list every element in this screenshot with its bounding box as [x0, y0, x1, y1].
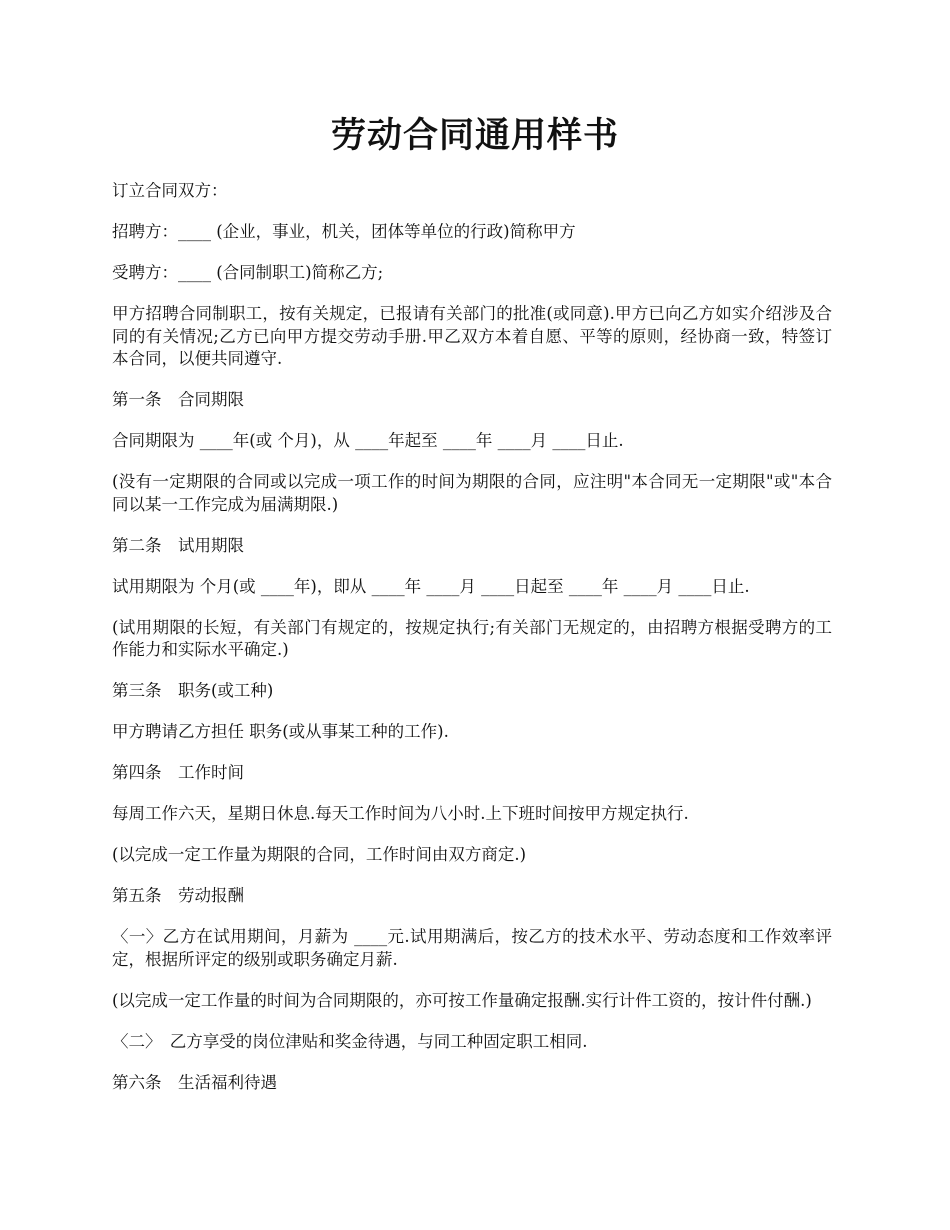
article-1-heading: 第一条 合同期限: [112, 390, 244, 409]
article-1-body: 合同期限为 ____年(或 个月)，从 ____年起至 ____年 ____月 ____日止.: [112, 431, 624, 450]
article-1-note: (没有一定期限的合同或以完成一项工作的时间为期限的合同，应注明"本合同无一定期限"或"本合同以某一工作完成为届满期限.): [112, 472, 832, 514]
article-4-note: (以完成一定工作量为期限的合同，工作时间由双方商定.): [112, 845, 527, 864]
article-3-heading: 第三条 职务(或工种): [112, 681, 274, 700]
article-5-clause-1: 〈一〉乙方在试用期间，月薪为 ____元.试用期满后，按乙方的技术水平、劳动态度和工作效率评定，根据所评定的级别或职务确定月薪.: [112, 927, 832, 969]
contract-parties-heading: 订立合同双方：: [112, 181, 228, 200]
article-2-heading: 第二条 试用期限: [112, 535, 244, 555]
article-5-heading: 第五条 劳动报酬: [112, 886, 244, 905]
article-2-note: (试用期限的长短，有关部门有规定的，按规定执行;有关部门无规定的，由招聘方根据受聘方的工作能力和实际水平确定.): [112, 617, 832, 659]
document-title: 劳动合同通用样书: [330, 115, 619, 156]
article-3-body: 甲方聘请乙方担任 职务(或从事某工种的工作).: [112, 722, 449, 741]
article-2-body: 试用期限为 个月(或 ____年)，即从 ____年 ____月 ____日起至 ____年 ____月 ____日止.: [112, 576, 750, 596]
preamble-paragraph: 甲方招聘合同制职工，按有关规定，已报请有关部门的批准(或同意).甲方已向乙方如实介绍涉及合同的有关情况;乙方已向甲方提交劳动手册.甲乙双方本着自愿、平等的原则，经协商一致，特签订本合同，以便共同遵守.: [112, 304, 832, 368]
article-4-body: 每周工作六天，星期日休息.每天工作时间为八小时.上下班时间按甲方规定执行.: [112, 804, 689, 823]
article-5-clause-2: 〈二〉 乙方享受的岗位津贴和奖金待遇，与同工种固定职工相同.: [112, 1031, 588, 1051]
article-5-note: (以完成一定工作量的时间为合同期限的，亦可按工作量确定报酬.实行计件工资的，按计件付酬.): [112, 990, 812, 1010]
employer-line: 招聘方：____ (企业，事业，机关，团体等单位的行政)简称甲方: [112, 222, 576, 241]
document-body: [112, 180, 832, 1113]
article-4-heading: 第四条 工作时间: [112, 763, 244, 782]
article-6-heading: 第六条 生活福利待遇: [112, 1072, 277, 1092]
employee-line: 受聘方：____ (合同制职工)简称乙方;: [112, 263, 384, 282]
